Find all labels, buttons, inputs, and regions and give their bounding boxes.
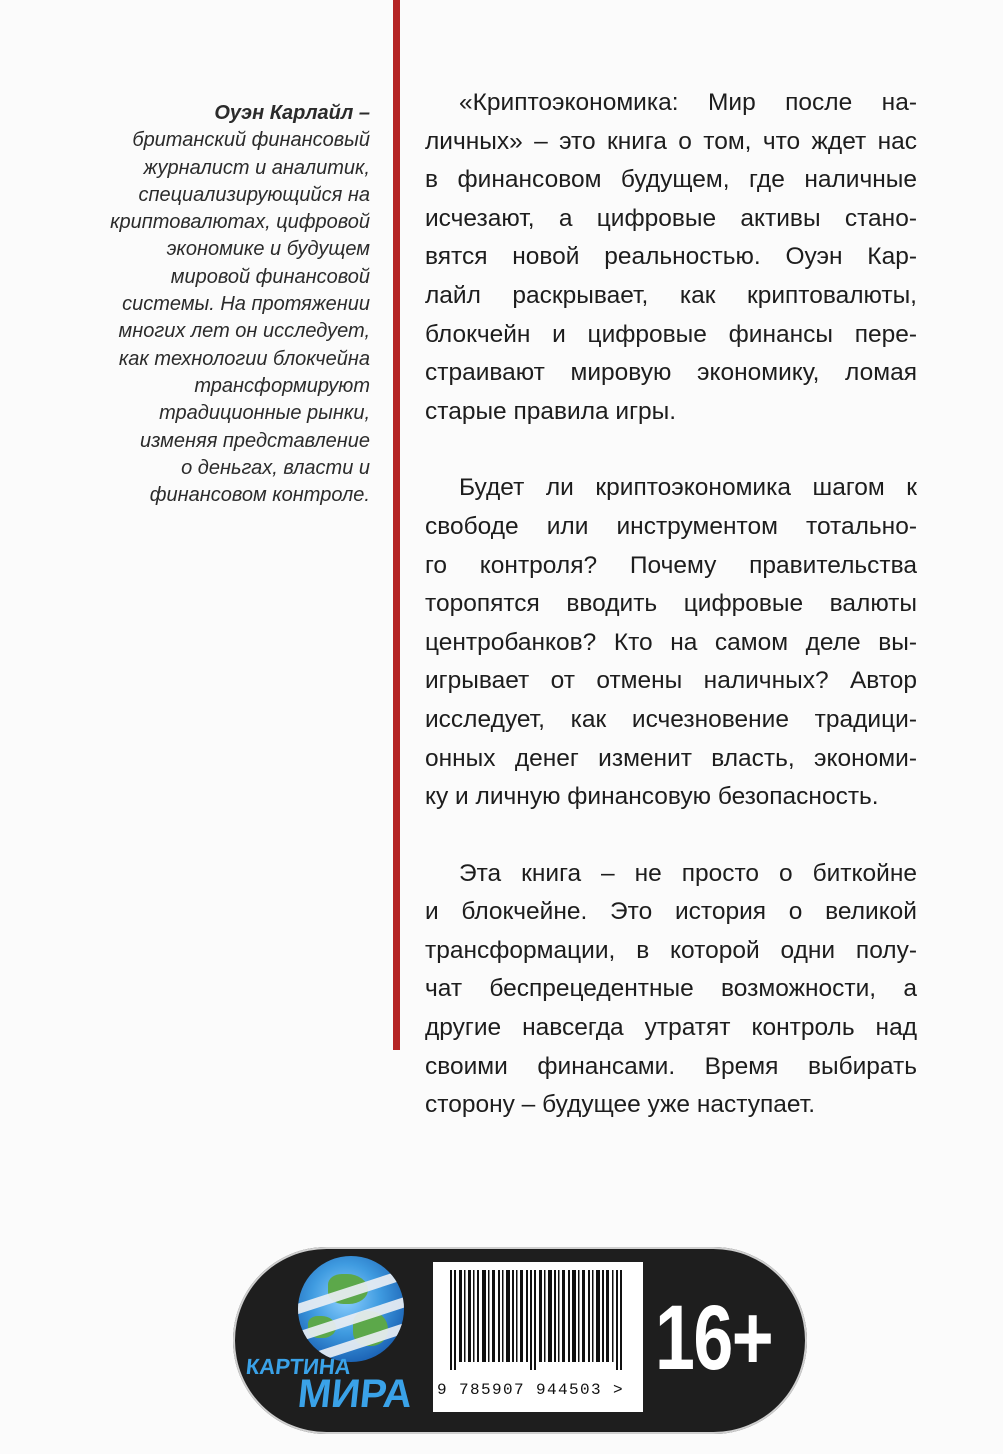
text-line: своими финансами. Время выбирать: [425, 1052, 917, 1080]
bio-line: многих лет он исследует,: [118, 320, 370, 343]
publisher-logo-line2: МИРА: [295, 1372, 415, 1416]
barcode-icon: [450, 1270, 630, 1370]
text-line: старые правила игры.: [425, 397, 677, 425]
text-line: исследует, как исчезновение традици-: [425, 705, 917, 733]
text-line: другие навсегда утратят контроль над: [425, 1014, 917, 1042]
bio-line: журналист и аналитик,: [143, 156, 370, 179]
text-line: центробанков? Кто на самом деле вы-: [425, 628, 917, 656]
bio-line: криптовалютах, цифровой: [110, 211, 370, 234]
bio-line: британский финансовый: [132, 129, 370, 152]
bio-line: как технологии блокчейна: [118, 347, 370, 370]
text-line: личных» – это книга о том, что ждет нас: [425, 127, 917, 155]
paragraph-2: [425, 469, 917, 816]
globe-logo-icon: [298, 1256, 404, 1362]
paragraph-1: [425, 84, 917, 431]
author-bio: [100, 100, 370, 509]
text-line: свободе или инструментом тотально-: [425, 512, 917, 540]
book-description: [425, 84, 917, 1125]
bio-line: традиционные рынки,: [159, 402, 370, 425]
text-line: лайл раскрывает, как криптовалюты,: [425, 281, 917, 309]
text-line: го контроля? Почему правительства: [425, 551, 917, 579]
text-line: и блокчейне. Это история о великой: [425, 898, 917, 926]
text-line: ку и личную финансовую безопасность.: [425, 783, 879, 811]
text-line: «Криптоэкономика: Мир после на-: [459, 89, 917, 116]
bio-line: специализирующийся на: [138, 183, 370, 206]
age-rating: 16+: [655, 1287, 773, 1389]
bio-line: о деньгах, власти и: [181, 456, 370, 479]
text-line: чат беспрецедентные возможности, а: [425, 975, 917, 1003]
text-line: исчезают, а цифровые активы стано-: [425, 204, 917, 232]
bio-line: трансформируют: [194, 374, 370, 397]
paragraph-3: [425, 855, 917, 1125]
author-name: Оуэн Карлайл –: [214, 102, 370, 124]
text-line: вятся новой реальностью. Оуэн Кар-: [425, 243, 917, 271]
text-line: блокчейн и цифровые финансы пере-: [425, 320, 917, 348]
bio-line: экономике и будущем: [166, 238, 370, 261]
text-line: игрывает от отмены наличных? Автор: [425, 667, 917, 695]
bio-line: изменяя представление: [139, 429, 370, 452]
text-line: в финансовом будущем, где наличные: [425, 166, 917, 194]
text-line: Эта книга – не просто о биткойне: [459, 859, 917, 887]
bio-line: финансовом контроле.: [149, 484, 370, 507]
bio-line: мировой финансовой: [170, 265, 370, 288]
text-line: трансформации, в которой одни полу-: [425, 936, 917, 964]
publisher-logo-line1: КАРТИНА: [244, 1354, 353, 1379]
bio-line: системы. На протяжении: [122, 293, 370, 316]
text-line: онных денег изменит власть, экономи-: [425, 744, 917, 772]
text-line: сторону – будущее уже наступает.: [425, 1091, 816, 1119]
isbn-digits: 9 785907 944503 >: [437, 1381, 625, 1399]
red-divider-line: [393, 0, 400, 1050]
text-line: страивают мировую экономику, ломая: [425, 359, 917, 387]
text-line: Будет ли криптоэкономика шагом к: [459, 474, 917, 502]
text-line: торопятся вводить цифровые валюты: [425, 590, 917, 618]
